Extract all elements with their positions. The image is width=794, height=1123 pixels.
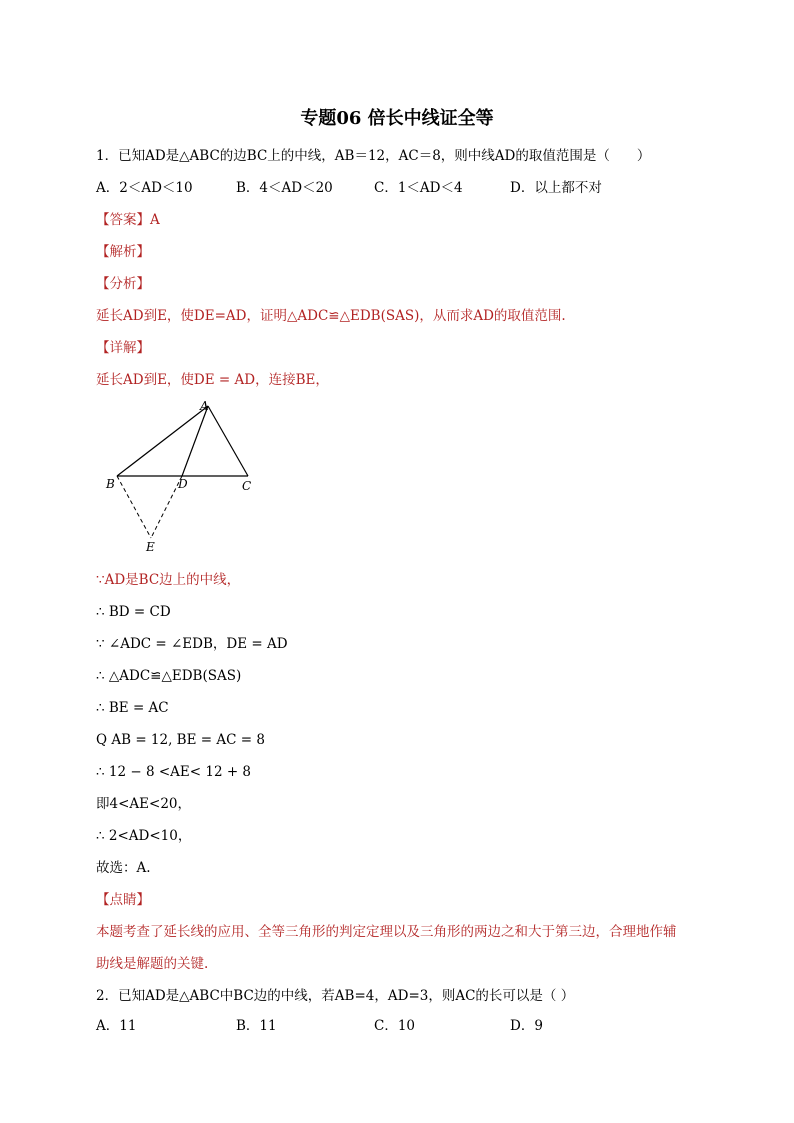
step-10: 故选：A.: [96, 860, 151, 876]
q1-option-b: B．4＜AD＜20: [236, 180, 333, 196]
xiangjie-text: 延长AD到E，使DE = AD，连接BE，: [96, 372, 329, 388]
label-d: D: [178, 477, 188, 491]
q1-option-c: C．1＜AD＜4: [374, 180, 463, 196]
question-1-stem: 1．已知AD是△ABC的边BC上的中线，AB＝12，AC＝8，则中线AD的取值范围是（ ）: [96, 148, 651, 164]
question-2-stem: 2．已知AD是△ABC中BC边的中线，若AB=4，AD=3，则AC的长可以是（ ）: [96, 988, 575, 1004]
label-c: C: [242, 479, 252, 493]
q2-option-b: B．11: [236, 1018, 277, 1034]
triangle-figure: [96, 396, 266, 556]
dianjing-line-2: 助线是解题的关键.: [96, 956, 209, 972]
step-4: ∴ △ADC≌△EDB(SAS): [96, 668, 242, 684]
fenxi-label: 【分析】: [96, 276, 150, 292]
q1-option-a: A．2＜AD＜10: [96, 180, 193, 196]
fenxi-text: 延长AD到E，使DE=AD，证明△ADC≌△EDB(SAS)，从而求AD的取值范围.: [96, 308, 566, 324]
step-9: ∴ 2<AD<10，: [96, 828, 192, 844]
label-e: E: [146, 540, 155, 554]
step-2: ∴ BD = CD: [96, 604, 171, 620]
label-b: B: [106, 477, 115, 491]
step-3: ∵ ∠ADC = ∠EDB，DE = AD: [96, 636, 288, 652]
step-8: 即4<AE<20，: [96, 796, 191, 812]
jiexi-label: 【解析】: [96, 244, 150, 260]
dianjing-line-1: 本题考查了延长线的应用、全等三角形的判定定理以及三角形的两边之和大于第三边，合理地作辅: [96, 924, 677, 940]
q2-option-d: D．9: [510, 1018, 543, 1034]
q2-option-a: A．11: [96, 1018, 137, 1034]
dianjing-label: 【点睛】: [96, 892, 150, 908]
q1-option-d: D．以上都不对: [510, 180, 602, 196]
page-title: 专题06 倍长中线证全等: [300, 108, 494, 129]
q2-option-c: C．10: [374, 1018, 416, 1034]
label-a: A: [200, 399, 209, 413]
step-1: ∵AD是BC边上的中线，: [96, 572, 241, 588]
xiangjie-label: 【详解】: [96, 340, 150, 356]
step-5: ∴ BE = AC: [96, 700, 169, 716]
answer-label: 【答案】A: [96, 212, 160, 228]
step-7: ∴ 12 − 8 <AE< 12 + 8: [96, 764, 252, 780]
step-6: Q AB = 12, BE = AC = 8: [96, 732, 265, 748]
